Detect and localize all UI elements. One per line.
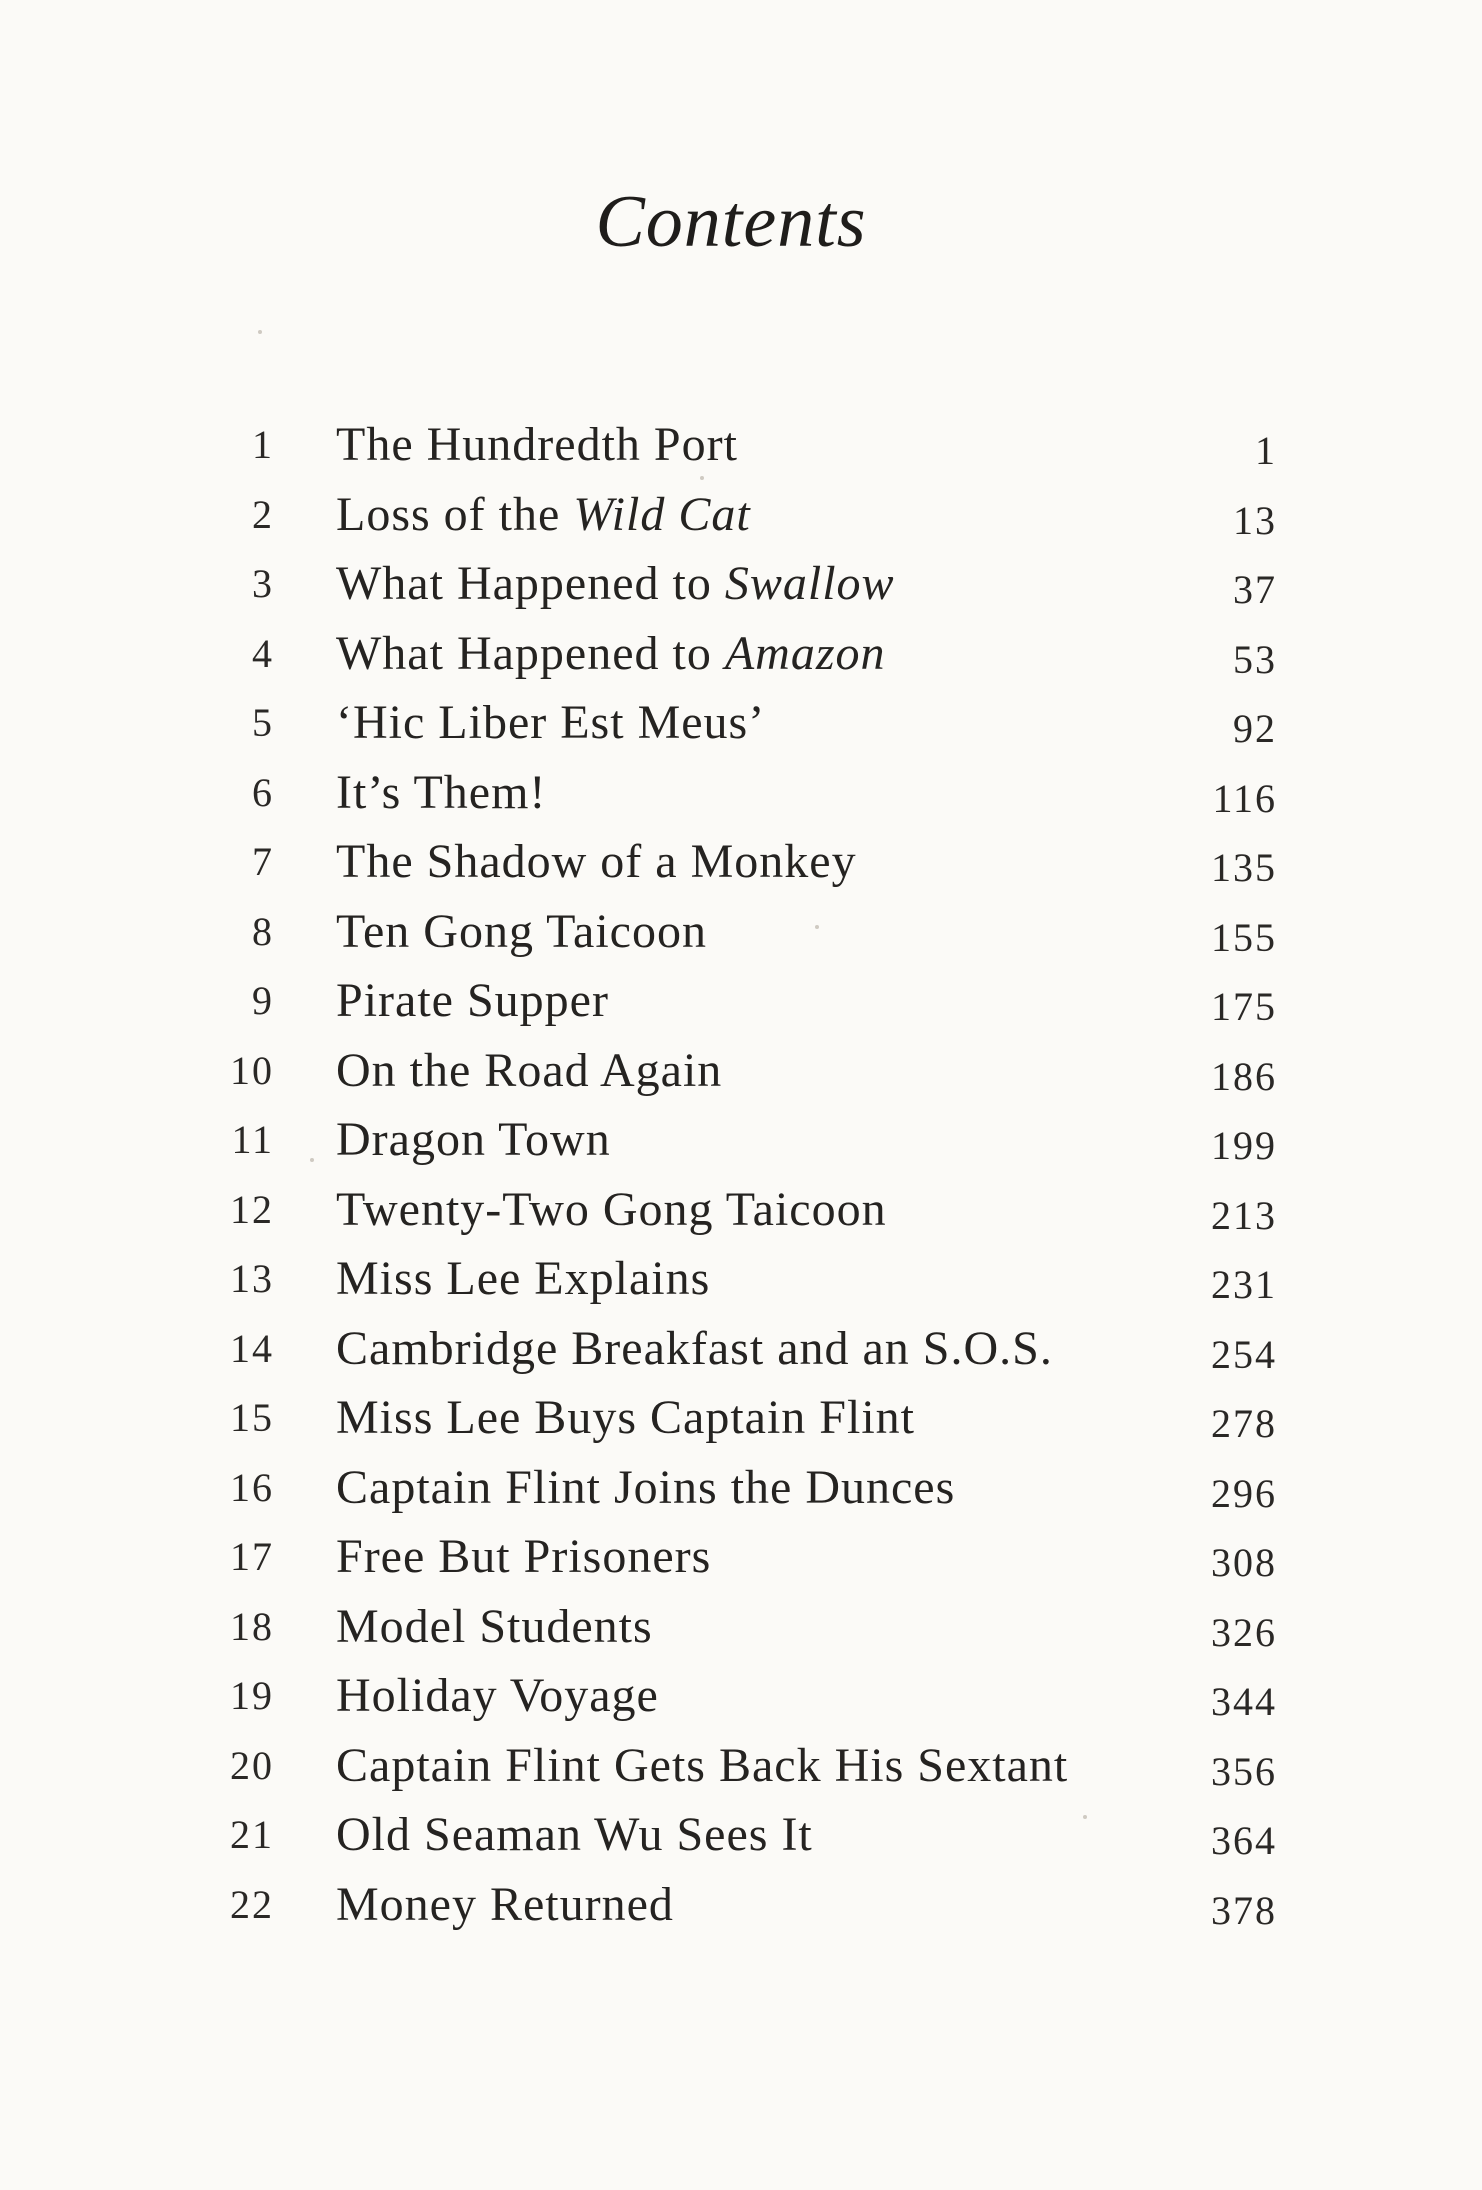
toc-entry [0, 410, 1482, 480]
chapter-number: 10 [230, 1047, 274, 1093]
chapter-title [336, 1661, 659, 1731]
page-number: 231 [1211, 1262, 1277, 1307]
page-number: 175 [1211, 984, 1277, 1029]
toc-entry [0, 1314, 1482, 1384]
page-number: 356 [1211, 1748, 1277, 1794]
page-number: 199 [1211, 1123, 1277, 1168]
page-number: 1 [1255, 428, 1277, 473]
chapter-title [336, 480, 751, 550]
page-number: 213 [1211, 1192, 1277, 1238]
chapter-number: 6 [252, 769, 274, 815]
chapter-title [336, 1870, 674, 1940]
paper-speck [1083, 1815, 1087, 1819]
chapter-title [336, 1592, 653, 1662]
chapter-number: 15 [230, 1395, 274, 1440]
chapter-title-part: Pirate Supper [336, 974, 609, 1027]
chapter-title [336, 1453, 955, 1523]
chapter-number: 14 [230, 1325, 274, 1371]
page-number: 13 [1233, 497, 1277, 543]
toc-entry [0, 1453, 1482, 1523]
toc-entry [0, 1592, 1482, 1662]
toc-entry [0, 1036, 1482, 1106]
chapter-number: 8 [252, 908, 274, 954]
chapter-number: 12 [230, 1186, 274, 1232]
chapter-title [336, 1314, 1053, 1384]
paper-speck [700, 476, 704, 480]
toc-entry [0, 1175, 1482, 1245]
chapter-title [336, 410, 738, 480]
toc-entry [0, 1800, 1482, 1870]
page-number: 278 [1211, 1401, 1277, 1446]
chapter-number: 20 [230, 1742, 274, 1788]
page-number: 155 [1211, 914, 1277, 960]
chapter-title-part: It’s Them! [336, 765, 547, 819]
chapter-title [336, 1036, 722, 1106]
chapter-number: 22 [230, 1881, 274, 1927]
chapter-title [336, 549, 895, 619]
chapter-title-part: Cambridge Breakfast and an S.O.S. [336, 1321, 1053, 1375]
paper-speck [310, 1158, 314, 1162]
chapter-number: 18 [230, 1603, 274, 1649]
chapter-number: 16 [230, 1464, 274, 1510]
chapter-title-part: Miss Lee Explains [336, 1252, 711, 1305]
page-number: 186 [1211, 1053, 1277, 1099]
toc-entry [0, 1522, 1482, 1592]
page-number: 308 [1211, 1540, 1277, 1585]
chapter-title [336, 966, 609, 1036]
chapter-title-part: Dragon Town [336, 1113, 611, 1166]
chapter-title-part: ‘Hic Liber Est Meus’ [336, 696, 766, 749]
chapter-number: 9 [252, 978, 274, 1023]
page-number: 254 [1211, 1331, 1277, 1377]
paper-speck [815, 925, 819, 929]
toc-entry [0, 1105, 1482, 1175]
chapter-title-part: Model Students [336, 1599, 653, 1653]
toc-entry [0, 1870, 1482, 1940]
chapter-title-part: Twenty-Two Gong Taicoon [336, 1182, 887, 1236]
chapter-number: 1 [252, 422, 274, 467]
page-number: 37 [1233, 567, 1277, 612]
chapter-title-part: The Hundredth Port [336, 418, 738, 471]
chapter-title [336, 758, 546, 828]
chapter-number: 19 [230, 1673, 274, 1718]
chapter-title-part: The Shadow of a Monkey [336, 835, 857, 888]
toc-entry [0, 619, 1482, 689]
chapter-title [336, 827, 857, 897]
page-number: 344 [1211, 1679, 1277, 1724]
chapter-title-part: On the Road Again [336, 1043, 723, 1097]
chapter-number: 13 [230, 1256, 274, 1301]
chapter-title-italic-part: Swallow [724, 557, 895, 610]
chapter-number: 7 [252, 839, 274, 884]
chapter-title-part: Holiday Voyage [336, 1669, 659, 1722]
chapter-title [336, 1105, 611, 1175]
chapter-title-part: Captain Flint Gets Back His Sextant [336, 1738, 1069, 1792]
chapter-title-italic-part: Wild Cat [573, 487, 751, 541]
paper-speck [258, 330, 262, 334]
page-number: 364 [1211, 1818, 1277, 1863]
chapter-title-part: What Happened to [336, 626, 725, 680]
toc-entry [0, 758, 1482, 828]
chapter-title [336, 688, 765, 758]
chapter-number: 2 [252, 491, 274, 537]
chapter-title-part: Money Returned [336, 1877, 674, 1931]
chapter-number: 5 [252, 700, 274, 745]
page-number: 135 [1211, 845, 1277, 890]
page-number: 296 [1211, 1470, 1277, 1516]
chapter-title [336, 1175, 887, 1245]
chapter-title-part: Ten Gong Taicoon [336, 904, 707, 958]
chapter-number: 3 [252, 561, 274, 606]
page-title: Contents [595, 181, 867, 263]
page-number: 53 [1233, 636, 1277, 682]
toc-entry [0, 1244, 1482, 1314]
toc-entry [0, 1661, 1482, 1731]
toc-entry [0, 897, 1482, 967]
chapter-title-part: Loss of the [336, 487, 574, 541]
page-number: 378 [1211, 1887, 1277, 1933]
toc-entry [0, 688, 1482, 758]
toc-entry [0, 827, 1482, 897]
chapter-title [336, 1522, 711, 1592]
chapter-title-part: What Happened to [336, 557, 725, 610]
chapter-number: 4 [252, 630, 274, 676]
chapter-title [336, 1800, 813, 1870]
chapter-number: 17 [230, 1534, 274, 1579]
chapter-title-italic-part: Amazon [724, 626, 886, 680]
chapter-title [336, 897, 707, 967]
page-number: 92 [1233, 706, 1277, 751]
chapter-number: 21 [230, 1812, 274, 1857]
chapter-title-part: Old Seaman Wu Sees It [336, 1808, 813, 1861]
chapter-title-part: Captain Flint Joins the Dunces [336, 1460, 956, 1514]
chapter-title [336, 1383, 915, 1453]
toc-entry [0, 1731, 1482, 1801]
chapter-title-part: Free But Prisoners [336, 1530, 712, 1583]
chapter-title [336, 1731, 1068, 1801]
toc-entry [0, 549, 1482, 619]
toc-entry [0, 1383, 1482, 1453]
page-number: 326 [1211, 1609, 1277, 1655]
toc-entry [0, 480, 1482, 550]
chapter-title-part: Miss Lee Buys Captain Flint [336, 1391, 915, 1444]
chapter-title [336, 1244, 710, 1314]
chapter-title [336, 619, 886, 689]
toc-entry [0, 966, 1482, 1036]
page-number: 116 [1212, 775, 1277, 821]
chapter-number: 11 [231, 1117, 274, 1162]
